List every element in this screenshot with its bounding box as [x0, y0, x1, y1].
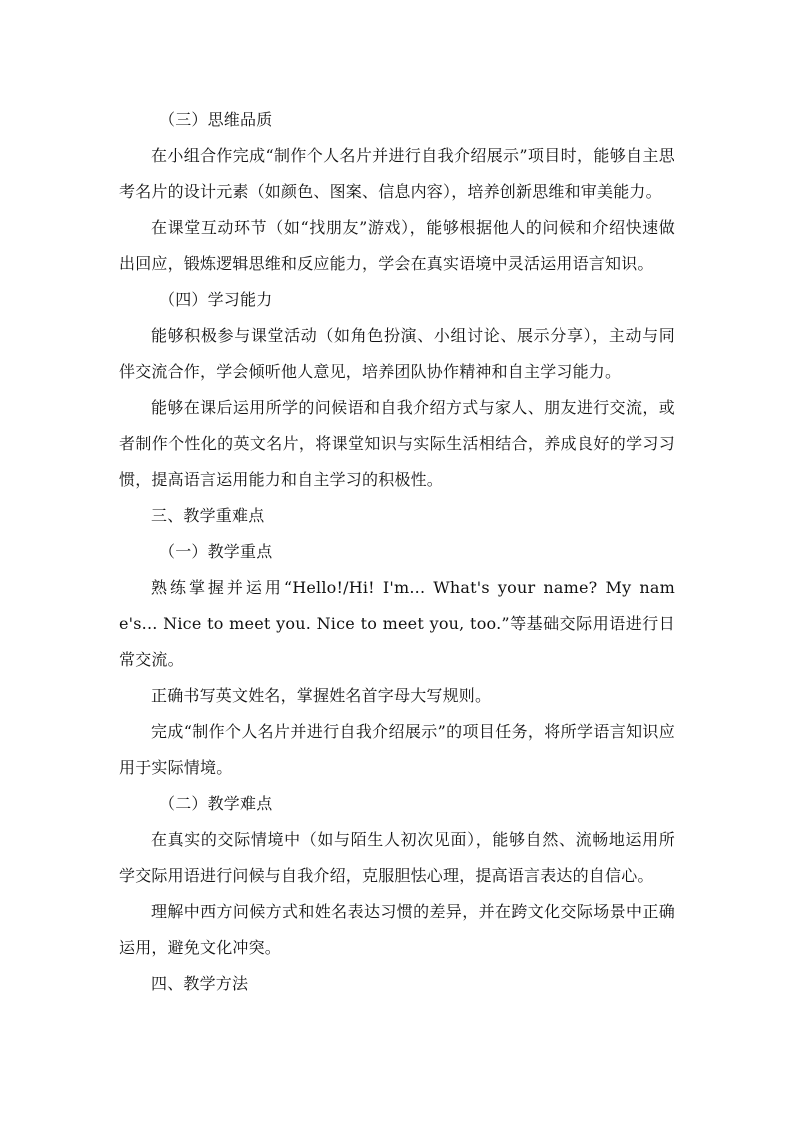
section-heading-teaching-methods: 四、教学方法 — [151, 974, 249, 993]
paragraph-learning-2: 能够在课后运用所学的问候语和自我介绍方式与家人、朋友进行交流，或者制作个性化的英文名片，将课堂知识与实际生活相结合，养成良好的学习习惯，提高语言运用能力和自主学习的积极性。 — [119, 398, 675, 489]
paragraph-learning-1: 能够积极参与课堂活动（如角色扮演、小组讨论、展示分享），主动与同伴交流合作，学会倾听他人意见，培养团队协作精神和自主学习能力。 — [119, 326, 675, 381]
section-heading-thinking-quality: （三）思维品质 — [159, 110, 273, 129]
section-heading-key-points: （一）教学重点 — [159, 542, 273, 561]
paragraph-key-point-2: 正确书写英文姓名，掌握姓名首字母大写规则。 — [151, 686, 492, 705]
paragraph-difficult-point-2: 理解中西方问候方式和姓名表达习惯的差异，并在跨文化交际场景中正确运用，避免文化冲突。 — [119, 902, 675, 957]
paragraph-difficult-point-1: 在真实的交际情境中（如与陌生人初次见面），能够自然、流畅地运用所学交际用语进行问候与自我介绍，克服胆怯心理，提高语言表达的自信心。 — [119, 830, 675, 885]
paragraph-key-point-1: 熟练掌握并运用“Hello!/Hi! I'm... What's your name? My name's... Nice to meet you. Nice to meet you, too.”等基础交际用语进行日常交流。 — [119, 578, 675, 669]
paragraph-key-point-3: 完成“制作个人名片并进行自我介绍展示”的项目任务，将所学语言知识应用于实际情境。 — [119, 722, 675, 777]
section-heading-difficult-points: （二）教学难点 — [159, 794, 273, 813]
paragraph-thinking-2: 在课堂互动环节（如“找朋友”游戏），能够根据他人的问候和介绍快速做出回应，锻炼逻辑思维和反应能力，学会在真实语境中灵活运用语言知识。 — [119, 218, 675, 273]
document-body — [119, 102, 675, 1002]
paragraph-thinking-1: 在小组合作完成“制作个人名片并进行自我介绍展示”项目时，能够自主思考名片的设计元素（如颜色、图案、信息内容），培养创新思维和审美能力。 — [119, 146, 675, 201]
section-heading-learning-ability: （四）学习能力 — [159, 290, 273, 309]
section-heading-key-difficult-points: 三、教学重难点 — [151, 506, 265, 525]
